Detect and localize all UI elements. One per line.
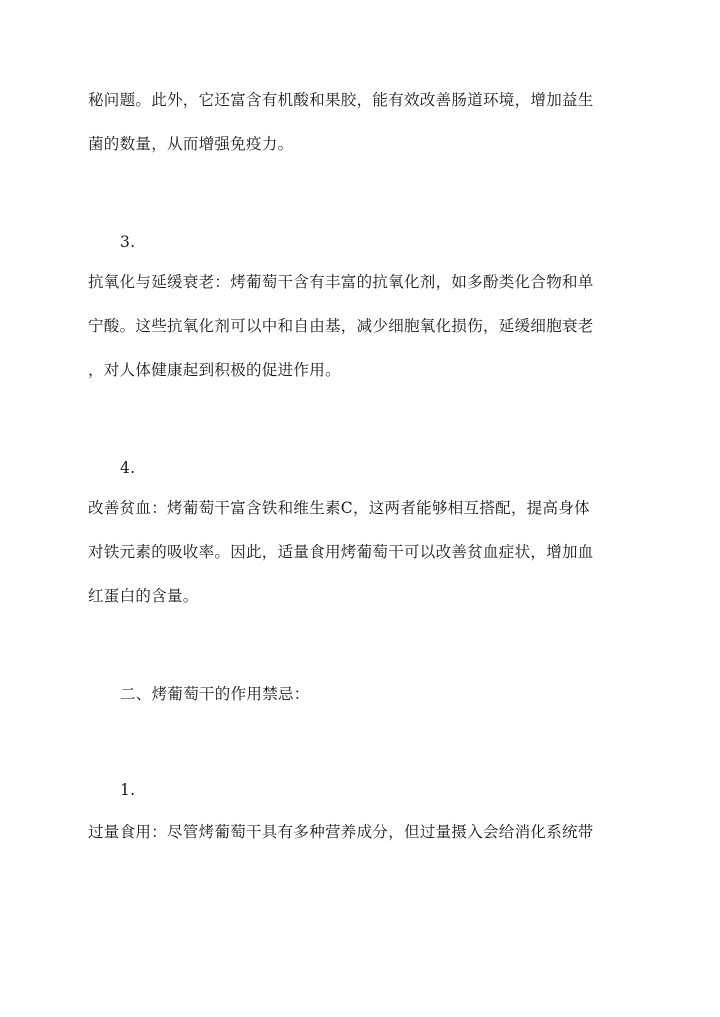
list-number: 3.	[120, 233, 136, 251]
paragraph-line: 秘问题。此外，它还富含有机酸和果胶，能有效改善肠道环境，增加益生	[88, 91, 594, 109]
paragraph-line: 宁酸。这些抗氧化剂可以中和自由基，减少细胞氧化损伤，延缓细胞衰老	[88, 317, 594, 335]
paragraph-line: 抗氧化与延缓衰老：烤葡萄干含有丰富的抗氧化剂，如多酚类化合物和单	[88, 273, 594, 291]
paragraph-line: 改善贫血：烤葡萄干富含铁和维生素C，这两者能够相互搭配，提高身体	[88, 499, 590, 517]
paragraph-line: 对铁元素的吸收率。因此，适量食用烤葡萄干可以改善贫血症状，增加血	[88, 543, 594, 561]
list-number: 1.	[120, 781, 136, 799]
paragraph-line: 红蛋白的含量。	[88, 587, 199, 605]
section-heading: 二、烤葡萄干的作用禁忌：	[120, 685, 310, 703]
paragraph-line: 菌的数量，从而增强免疫力。	[88, 135, 294, 153]
list-number: 4.	[120, 459, 136, 477]
paragraph-line: 过量食用：尽管烤葡萄干具有多种营养成分，但过量摄入会给消化系统带	[88, 823, 594, 841]
paragraph-line: ，对人体健康起到积极的促进作用。	[88, 361, 341, 379]
